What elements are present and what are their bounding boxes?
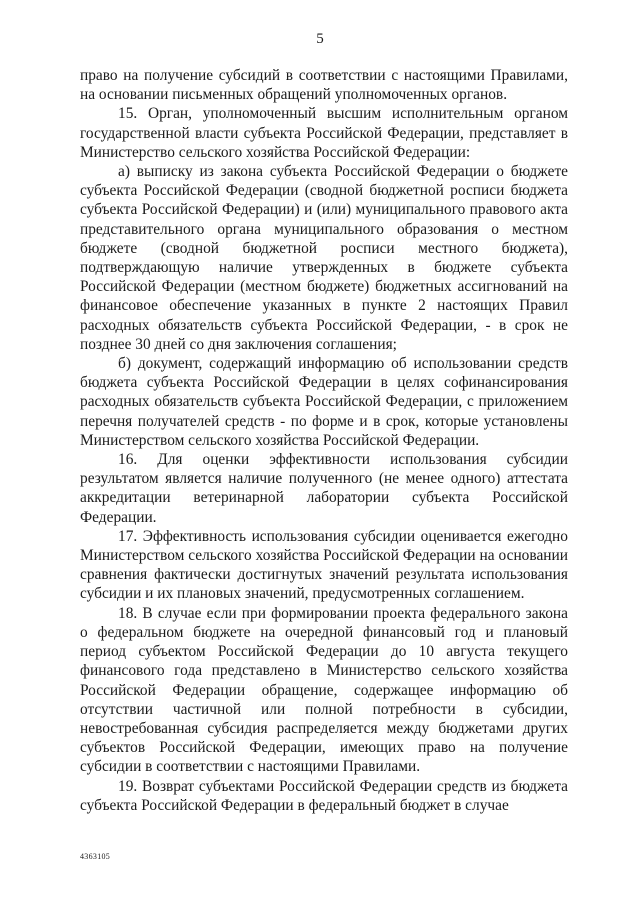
document-body xyxy=(80,66,568,815)
paragraph-15a: а) выписку из закона субъекта Российской Федерации о бюджете субъекта Российской Федерации (сводной бюджетной росписи бюджета субъекта Российской Федерации) и (или) муниципального правового акта представительного органа муниципального образования о местном бюджете (сводной бюджетной росписи местного бюджета), подтверждающую наличие утвержденных в бюджете субъекта Российской Федерации (местном бюджете) бюджетных ассигнований на финансовое обеспечение указанных в пункте 2 настоящих Правил расходных обязательств субъекта Российской Федерации, - в срок не позднее 30 дней со дня заключения соглашения; xyxy=(80,163,568,353)
paragraph-15: 15. Орган, уполномоченный высшим исполнительным органом государственной власти субъекта Российской Федерации, представляет в Министерство сельского хозяйства Российской Федерации: xyxy=(80,105,568,161)
paragraph-19: 19. Возврат субъектами Российской Федерации средств из бюджета субъекта Российской Федерации в федеральный бюджет в случае xyxy=(80,777,568,814)
document-code: 4363105 xyxy=(80,852,111,861)
paragraph-17: 17. Эффективность использования субсидии оценивается ежегодно Министерством сельского хозяйства Российской Федерации на основании сравнения фактически достигнутых значений результата использования субсидии и их плановых значений, предусмотренных соглашением. xyxy=(80,527,568,603)
paragraph-continuation: право на получение субсидий в соответствии с настоящими Правилами, на основании письменных обращений уполномоченных органов. xyxy=(80,67,568,104)
paragraph-16: 16. Для оценки эффективности использования субсидии результатом является наличие полученного (не менее одного) аттестата аккредитации ветеринарной лаборатории субъекта Российской Федерации. xyxy=(80,451,568,526)
paragraph-15b: б) документ, содержащий информацию об использовании средств бюджета субъекта Российской Федерации в целях софинансирования расходных обязательств субъекта Российской Федерации, с приложением перечня получателей средств - по форме и в срок, которые установлены Министерством сельского хозяйства Российской Федерации. xyxy=(80,355,568,449)
paragraph-18: 18. В случае если при формировании проекта федерального закона о федеральном бюджете на очередной финансовый год и плановый период субъектом Российской Федерации до 10 августа текущего финансового года представлено в Министерство сельского хозяйства Российской Федерации обращение, содержащее информацию об отсутствии частичной или полной потребности в субсидии, невостребованная субсидия распределяется между бюджетами других субъектов Российской Федерации, имеющих право на получение субсидии в соответствии с настоящими Правилами. xyxy=(80,604,568,776)
page-number: 5 xyxy=(316,31,324,47)
